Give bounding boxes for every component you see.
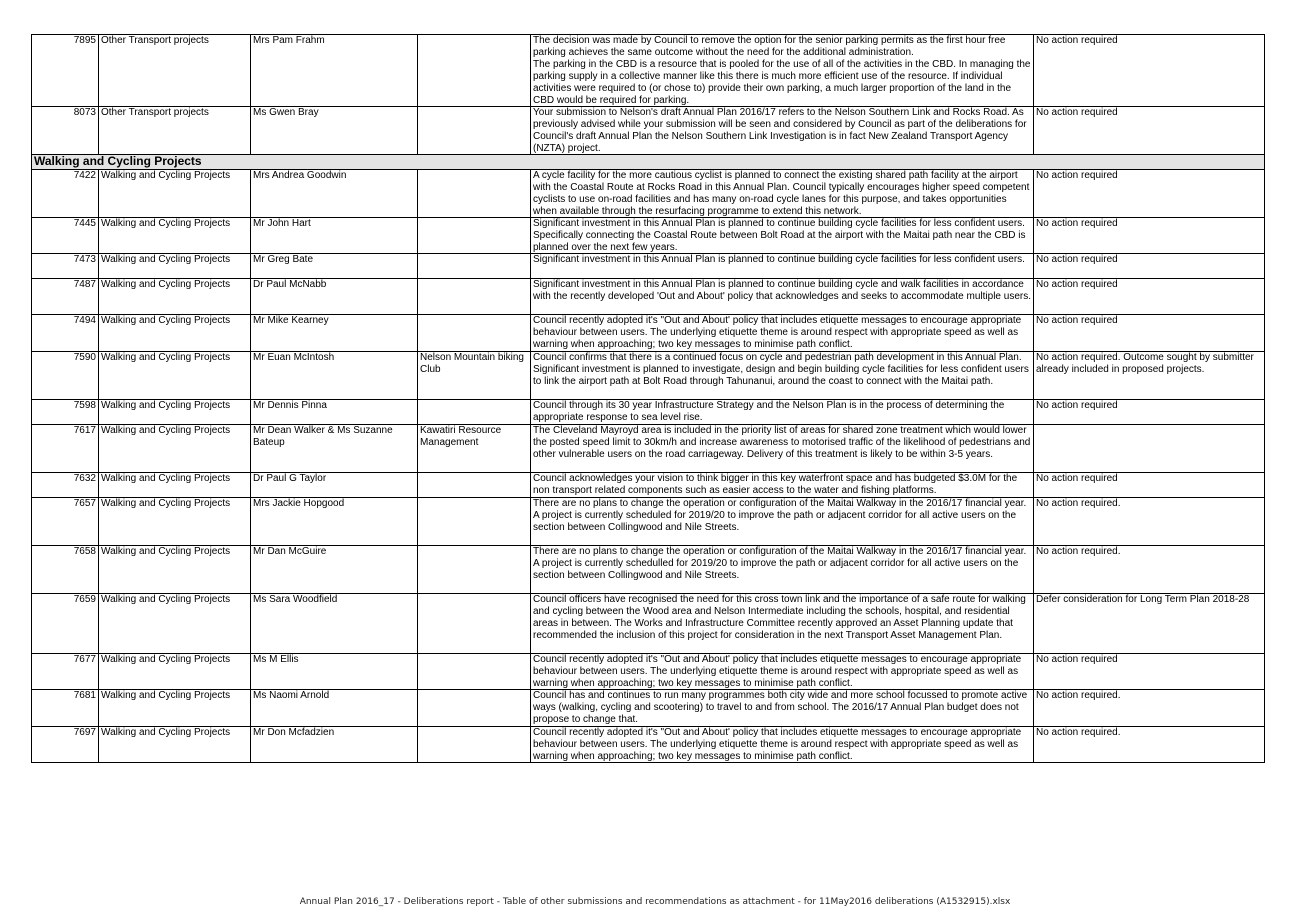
cell-organisation <box>418 107 531 155</box>
cell-submitter <box>251 594 418 654</box>
cell-category-text: Walking and Cycling Projects <box>101 352 231 363</box>
cell-recommendation <box>1034 594 1265 654</box>
cell-recommendation-text: No action required. <box>1036 498 1121 509</box>
cell-response <box>531 254 1034 279</box>
cell-submitter <box>251 546 418 594</box>
cell-recommendation <box>1034 546 1265 594</box>
cell-organisation <box>418 594 531 654</box>
cell-category-text: Walking and Cycling Projects <box>101 254 231 265</box>
submissions-table <box>31 34 1265 763</box>
table-row <box>32 546 1265 594</box>
cell-recommendation-text: No action required. <box>1036 690 1121 701</box>
cell-submitter-text: Mr Mike Kearney <box>253 315 329 326</box>
cell-submitter-text: Mrs Jackie Hopgood <box>253 498 345 509</box>
cell-submitter <box>251 170 418 218</box>
cell-submission-id <box>32 107 99 155</box>
cell-response-text: The Cleveland Mayroyd area is included in the priority list of areas for shared zone treatment which would lower the posted speed limit to 30km/h and increase awareness to motorised traffic of the likelihood of pedestrians and other vulnerable users on the road carriageway. Delivery of this treatment is likely to be within 3-5 years. <box>533 425 1031 460</box>
cell-submission-id-text: 7422 <box>73 170 96 181</box>
cell-organisation-text: Kawatiri Resource Management <box>420 425 502 448</box>
cell-submission-id <box>32 315 99 352</box>
table-row <box>32 107 1265 155</box>
cell-response <box>531 473 1034 498</box>
cell-category-text: Walking and Cycling Projects <box>101 425 231 436</box>
cell-category <box>99 594 251 654</box>
cell-recommendation-text: No action required. <box>1036 727 1121 738</box>
cell-response-text: Council has and continues to run many programmes both city wide and more school focussed to promote active ways (walking, cycling and scootering) to travel to and from school. The 2016/17 Annual Plan budget does not propose to change that. <box>533 690 1028 725</box>
cell-response <box>531 315 1034 352</box>
cell-recommendation-text: No action required <box>1036 279 1118 290</box>
cell-organisation <box>418 352 531 400</box>
cell-recommendation-text: No action required. <box>1036 546 1121 557</box>
cell-submitter <box>251 400 418 425</box>
cell-organisation <box>418 727 531 763</box>
cell-category <box>99 254 251 279</box>
table-row <box>32 352 1265 400</box>
cell-submission-id <box>32 352 99 400</box>
cell-recommendation-text: No action required <box>1036 315 1118 326</box>
cell-response-text: Council recently adopted it's "Out and About' policy that includes etiquette messages to encourage appropriate behaviour between users. The underlying etiquette theme is around respect with appropriate speed as well as warning when approaching; two key messages to minimise path conflict. <box>533 315 1022 350</box>
cell-category <box>99 352 251 400</box>
cell-response-text: Council officers have recognised the need for this cross town link and the importance of a safe route for walking and cycling between the Wood area and Nelson Intermediate including the schools, hospital, and residential areas in between. The Works and Infrastructure Committee recently approved an Asset Planning update that recommended the inclusion of this project for consideration in the next Transport Asset Management Plan. <box>533 594 1026 641</box>
cell-category-text: Walking and Cycling Projects <box>101 498 231 509</box>
cell-response <box>531 218 1034 254</box>
cell-submission-id <box>32 170 99 218</box>
cell-recommendation <box>1034 218 1265 254</box>
cell-organisation <box>418 654 531 690</box>
cell-submitter <box>251 35 418 107</box>
cell-submitter <box>251 315 418 352</box>
cell-category-text: Other Transport projects <box>101 35 209 46</box>
cell-recommendation-text: No action required <box>1036 654 1118 665</box>
cell-category <box>99 727 251 763</box>
cell-recommendation <box>1034 690 1265 727</box>
table-row <box>32 473 1265 498</box>
cell-submission-id <box>32 279 99 315</box>
cell-submission-id-text: 8073 <box>73 107 96 118</box>
cell-response <box>531 35 1034 107</box>
cell-organisation-text: Nelson Mountain biking Club <box>420 352 524 375</box>
cell-submission-id <box>32 425 99 473</box>
cell-response-text: There are no plans to change the operation or configuration of the Maitai Walkway in the 2016/17 financial year. A project is currently scheduled for 2019/20 to improve the path or adjacent corridor for all active users on the section between Collingwood and Nile Streets. <box>533 498 1027 533</box>
cell-submitter-text: Ms Sara Woodfield <box>253 594 338 605</box>
cell-submitter-text: Dr Paul G Taylor <box>253 473 327 484</box>
cell-recommendation-text: No action required <box>1036 35 1118 46</box>
cell-submitter <box>251 352 418 400</box>
cell-submitter <box>251 425 418 473</box>
cell-response-text: The decision was made by Council to remove the option for the senior parking permits as the first hour free parking achieves the same outcome without the need for the additional administration. The parking in the CBD is a resource that is pooled for the use of all of the activities in the CBD. In managing the parking supply in a collective manner like this there is much more efficient use of the resource. If individual activities were required to (or chose to) provide their own parking, a much larger proportion of the land in the CBD would be required for parking. <box>533 35 1031 105</box>
cell-organisation <box>418 279 531 315</box>
cell-submission-id <box>32 498 99 546</box>
cell-organisation <box>418 425 531 473</box>
cell-submitter-text: Mr Don Mcfadzien <box>253 727 335 738</box>
cell-category-text: Other Transport projects <box>101 107 209 118</box>
cell-category <box>99 654 251 690</box>
cell-response <box>531 352 1034 400</box>
cell-response-text: Council acknowledges your vision to think bigger in this key waterfront space and has budgeted $3.0M for the non transport related components such as easier access to the water and fishing platforms. <box>533 473 1018 496</box>
cell-submission-id-text: 7632 <box>73 473 96 484</box>
cell-organisation <box>418 473 531 498</box>
cell-submission-id-text: 7617 <box>73 425 96 436</box>
cell-category <box>99 400 251 425</box>
cell-recommendation <box>1034 254 1265 279</box>
cell-recommendation-text: No action required <box>1036 170 1118 181</box>
cell-organisation <box>418 690 531 727</box>
cell-organisation <box>418 546 531 594</box>
cell-submitter <box>251 254 418 279</box>
cell-response-text: Significant investment in this Annual Plan is planned to continue building cycle facilities for less confident users. Specifically connecting the Coastal Route between Bolt Road at the airport with the Maitai path near the CBD is planned over the next few years. <box>533 218 1026 252</box>
table-row <box>32 654 1265 690</box>
cell-organisation <box>418 35 531 107</box>
cell-response <box>531 654 1034 690</box>
cell-category-text: Walking and Cycling Projects <box>101 727 231 738</box>
cell-response <box>531 594 1034 654</box>
cell-submitter-text: Mr Dan McGuire <box>253 546 327 557</box>
cell-category <box>99 279 251 315</box>
cell-response <box>531 107 1034 155</box>
cell-submission-id-text: 7895 <box>73 35 96 46</box>
section-header-row <box>32 155 1265 170</box>
cell-submitter-text: Mrs Andrea Goodwin <box>253 170 347 181</box>
cell-response <box>531 546 1034 594</box>
cell-recommendation-text: Defer consideration for Long Term Plan 2018-28 <box>1036 594 1250 605</box>
cell-recommendation-text: No action required <box>1036 473 1118 484</box>
table-row <box>32 254 1265 279</box>
cell-submission-id-text: 7598 <box>73 400 96 411</box>
table-row <box>32 35 1265 107</box>
cell-recommendation-text: No action required <box>1036 107 1118 118</box>
cell-submission-id <box>32 727 99 763</box>
cell-organisation <box>418 498 531 546</box>
cell-recommendation-text: No action required <box>1036 400 1118 411</box>
cell-recommendation <box>1034 279 1265 315</box>
cell-recommendation <box>1034 400 1265 425</box>
cell-recommendation <box>1034 654 1265 690</box>
cell-category-text: Walking and Cycling Projects <box>101 170 231 181</box>
table-row <box>32 498 1265 546</box>
cell-submitter-text: Mr John Hart <box>253 218 311 229</box>
cell-submission-id <box>32 546 99 594</box>
cell-response <box>531 425 1034 473</box>
cell-submitter-text: Mr Dennis Pinna <box>253 400 327 411</box>
page-footer: Annual Plan 2016_17 - Deliberations report - Table of other submissions and recommendations as attachment - for 11May2016 deliberations (A1532915).xlsx <box>299 897 1011 907</box>
table-row <box>32 279 1265 315</box>
cell-recommendation <box>1034 107 1265 155</box>
section-title: Walking and Cycling Projects <box>32 155 1265 170</box>
cell-category-text: Walking and Cycling Projects <box>101 546 231 557</box>
cell-submitter <box>251 654 418 690</box>
cell-recommendation <box>1034 315 1265 352</box>
cell-recommendation <box>1034 498 1265 546</box>
cell-submitter-text: Mr Dean Walker & Ms Suzanne Bateup <box>253 425 393 448</box>
table-body <box>32 35 1265 763</box>
cell-submitter <box>251 279 418 315</box>
cell-submission-id-text: 7494 <box>73 315 96 326</box>
cell-response-text: Your submission to Nelson's draft Annual Plan 2016/17 refers to the Nelson Southern Link and Rocks Road. As previously advised while your submission will be seen and considered by Council as part of the deliberations for Council's draft Annual Plan the Nelson Southern Link Investigation is in fact New Zealand Transport Agency (NZTA) project. <box>533 107 1027 153</box>
cell-category <box>99 218 251 254</box>
cell-organisation <box>418 218 531 254</box>
cell-submission-id <box>32 400 99 425</box>
cell-organisation <box>418 315 531 352</box>
cell-submission-id-text: 7677 <box>73 654 96 665</box>
cell-submission-id-text: 7681 <box>73 690 96 701</box>
cell-submitter-text: Ms Gwen Bray <box>253 107 319 118</box>
cell-category <box>99 473 251 498</box>
cell-submitter-text: Mr Euan McIntosh <box>253 352 335 363</box>
cell-submission-id <box>32 473 99 498</box>
table-row <box>32 400 1265 425</box>
cell-organisation <box>418 254 531 279</box>
cell-response-text: Council recently adopted it's "Out and About' policy that includes etiquette messages to encourage appropriate behaviour between users. The underlying etiquette theme is around respect with appropriate speed as well as warning when approaching; two key messages to minimise path conflict. <box>533 654 1022 688</box>
cell-response-text: Significant investment in this Annual Plan is planned to continue building cycle and walk facilities in accordance with the recently developed 'Out and About' policy that acknowledges and seeks to accommodate multiple users. <box>533 279 1031 302</box>
table-row <box>32 170 1265 218</box>
cell-category-text: Walking and Cycling Projects <box>101 594 231 605</box>
cell-response <box>531 279 1034 315</box>
cell-category <box>99 690 251 727</box>
cell-category-text: Walking and Cycling Projects <box>101 654 231 665</box>
cell-submission-id <box>32 218 99 254</box>
cell-response-text: Council confirms that there is a continued focus on cycle and pedestrian path development in this Annual Plan. Significant investment is planned to investigate, design and begin building cycle facilities for less confident users to link the airport path at Bolt Road through Tahunanui, around the coast to connect with the Maitai path. <box>533 352 1029 387</box>
cell-submission-id <box>32 654 99 690</box>
cell-submitter-text: Mrs Pam Frahm <box>253 35 325 46</box>
cell-submission-id-text: 7657 <box>73 498 96 509</box>
cell-category <box>99 315 251 352</box>
cell-submitter <box>251 727 418 763</box>
cell-category <box>99 35 251 107</box>
cell-organisation <box>418 400 531 425</box>
cell-submitter <box>251 473 418 498</box>
cell-submission-id <box>32 690 99 727</box>
cell-recommendation <box>1034 35 1265 107</box>
cell-response <box>531 690 1034 727</box>
cell-submitter <box>251 498 418 546</box>
table-row <box>32 218 1265 254</box>
table-row <box>32 690 1265 727</box>
cell-category-text: Walking and Cycling Projects <box>101 473 231 484</box>
cell-response <box>531 727 1034 763</box>
cell-submitter-text: Ms M Ellis <box>253 654 299 665</box>
cell-category <box>99 170 251 218</box>
cell-response-text: Council recently adopted it's "Out and About' policy that includes etiquette messages to encourage appropriate behaviour between users. The underlying etiquette theme is around respect with appropriate speed as well as warning when approaching; two key messages to minimise path conflict. <box>533 727 1022 761</box>
cell-response <box>531 498 1034 546</box>
cell-response-text: A cycle facility for the more cautious cyclist is planned to connect the existing shared path facility at the airport with the Coastal Route at Rocks Road in this Annual Plan. Council typically encourages higher speed competent cyclists to use on-road facilities and has many on-road cycle lanes for this purpose, and takes opportunities when available through the resurfacing programme to extend this network. <box>533 170 1030 216</box>
table-row <box>32 425 1265 473</box>
cell-recommendation <box>1034 473 1265 498</box>
cell-category-text: Walking and Cycling Projects <box>101 315 231 326</box>
cell-response <box>531 400 1034 425</box>
cell-recommendation <box>1034 425 1265 473</box>
cell-category <box>99 107 251 155</box>
cell-submission-id <box>32 35 99 107</box>
cell-category-text: Walking and Cycling Projects <box>101 218 231 229</box>
cell-submitter <box>251 690 418 727</box>
table-row <box>32 727 1265 763</box>
cell-submitter <box>251 107 418 155</box>
cell-submitter-text: Mr Greg Bate <box>253 254 314 265</box>
table-row <box>32 315 1265 352</box>
cell-recommendation-text: No action required <box>1036 218 1118 229</box>
cell-submission-id-text: 7590 <box>73 352 96 363</box>
cell-response-text: Council through its 30 year Infrastructure Strategy and the Nelson Plan is in the process of determining the appropriate response to sea level rise. <box>533 400 1005 423</box>
cell-category-text: Walking and Cycling Projects <box>101 690 231 701</box>
cell-recommendation-text: No action required <box>1036 254 1118 265</box>
cell-recommendation <box>1034 727 1265 763</box>
cell-submission-id-text: 7445 <box>73 218 96 229</box>
cell-submitter <box>251 218 418 254</box>
cell-category <box>99 546 251 594</box>
cell-submission-id-text: 7487 <box>73 279 96 290</box>
cell-submission-id-text: 7697 <box>73 727 96 738</box>
cell-category-text: Walking and Cycling Projects <box>101 400 231 411</box>
cell-submission-id-text: 7658 <box>73 546 96 557</box>
cell-submitter-text: Ms Naomi Arnold <box>253 690 330 701</box>
cell-response <box>531 170 1034 218</box>
cell-category <box>99 425 251 473</box>
cell-submission-id <box>32 254 99 279</box>
cell-organisation <box>418 170 531 218</box>
cell-recommendation <box>1034 170 1265 218</box>
cell-submission-id-text: 7659 <box>73 594 96 605</box>
cell-submitter-text: Dr Paul McNabb <box>253 279 327 290</box>
table-row <box>32 594 1265 654</box>
cell-response-text: Significant investment in this Annual Plan is planned to continue building cycle facilities for less confident users. <box>533 254 1025 265</box>
cell-submission-id <box>32 594 99 654</box>
cell-submission-id-text: 7473 <box>73 254 96 265</box>
cell-recommendation <box>1034 352 1265 400</box>
cell-recommendation-text: No action required. Outcome sought by submitter already included in proposed projects. <box>1036 352 1254 375</box>
cell-category-text: Walking and Cycling Projects <box>101 279 231 290</box>
cell-category <box>99 498 251 546</box>
cell-response-text: There are no plans to change the operation or configuration of the Maitai Walkway in the 2016/17 financial year. A project is currently schedulled for 2019/20 to improve the path or adjacent corridor for all active users on the section between Collingwood and Nile Streets. <box>533 546 1027 581</box>
